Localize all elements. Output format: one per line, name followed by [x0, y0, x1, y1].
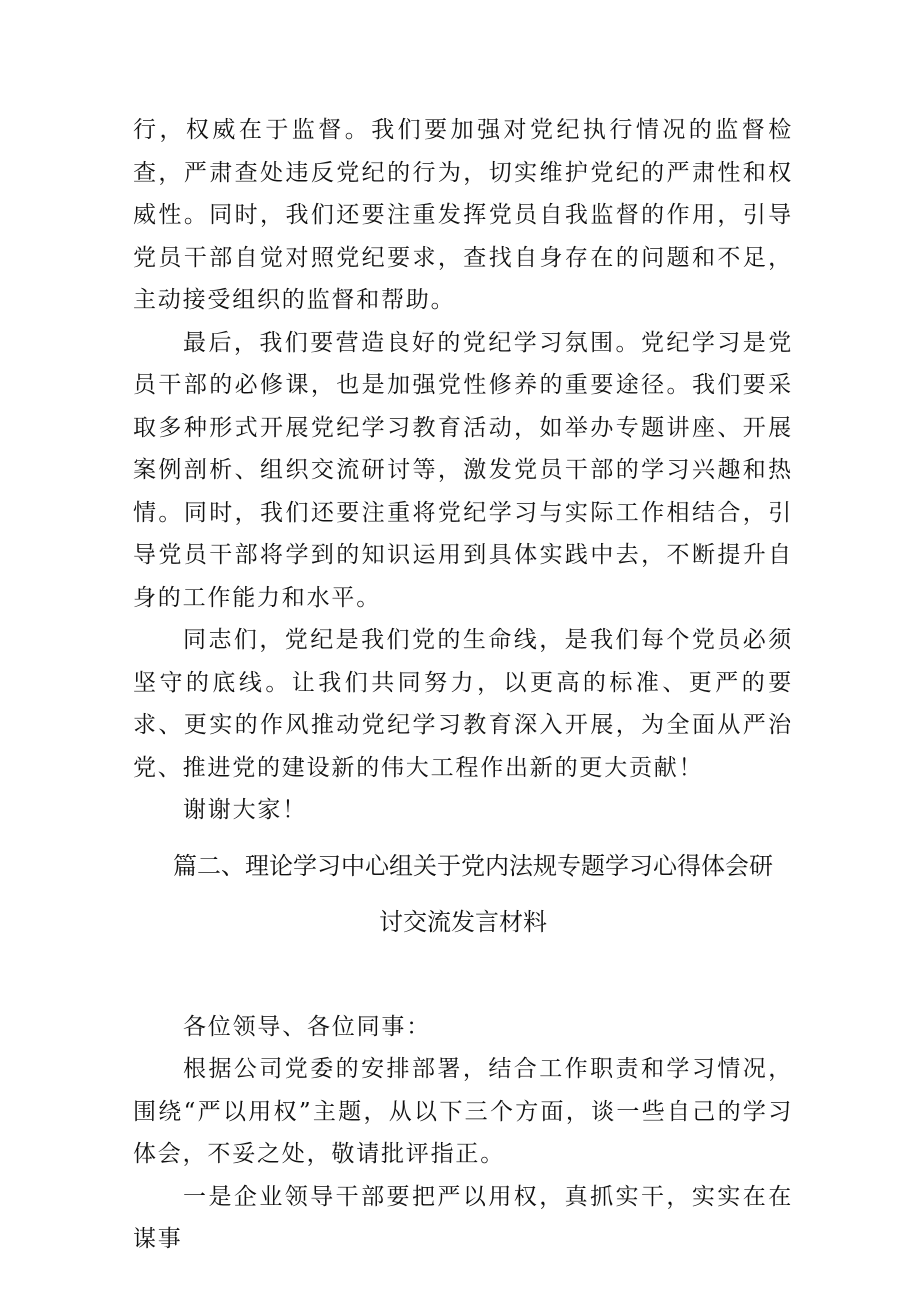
section-heading-line1: 篇二、理论学习中心组关于党内法规专题学习心得体会研	[173, 851, 773, 880]
section-heading-line2: 讨交流发言材料	[379, 907, 547, 936]
paragraph-atmosphere: 最后，我们要营造良好的党纪学习氛围。党纪学习是党员干部的必修课，也是加强党性修养的重要途径。我们要采取多种形式开展党纪学习教育活动，如举办专题讲座、开展案例剖析、组织交流研讨等，激发党员干部的学习兴趣和热情。同时，我们还要注重将党纪学习与实际工作相结合，引导党员干部将学到的知识运用到具体实践中去，不断提升自身的工作能力和水平。	[133, 329, 793, 611]
blank-line	[133, 950, 793, 1006]
paragraph-point-one: 一是企业领导干部要把严以用权，真抓实干，实实在在谋事	[133, 1183, 793, 1252]
paragraph-closing: 同志们，党纪是我们党的生命线，是我们每个党员必须坚守的底线。让我们共同努力，以更高的标准、更严的要求、更实的作风推动党纪学习教育深入开展，为全面从严治党、推进党的建设新的伟大工程作出新的更大贡献！	[133, 627, 793, 781]
salutation: 各位领导、各位同事：	[183, 1013, 431, 1040]
paragraph-intro: 根据公司党委的安排部署，结合工作职责和学习情况，围绕“严以用权”主题，从以下三个方面，谈一些自己的学习体会，不妥之处，敬请批评指正。	[133, 1056, 793, 1167]
paragraph-supervision: 行，权威在于监督。我们要加强对党纪执行情况的监督检查，严肃查处违反党纪的行为，切实维护党纪的严肃性和权威性。同时，我们还要注重发挥党员自我监督的作用，引导党员干部自觉对照党纪要求，查找自身存在的问题和不足，主动接受组织的监督和帮助。	[133, 117, 793, 313]
paragraph-thanks: 谢谢大家！	[183, 797, 307, 823]
document-body	[133, 109, 793, 1261]
section-heading	[133, 838, 793, 950]
